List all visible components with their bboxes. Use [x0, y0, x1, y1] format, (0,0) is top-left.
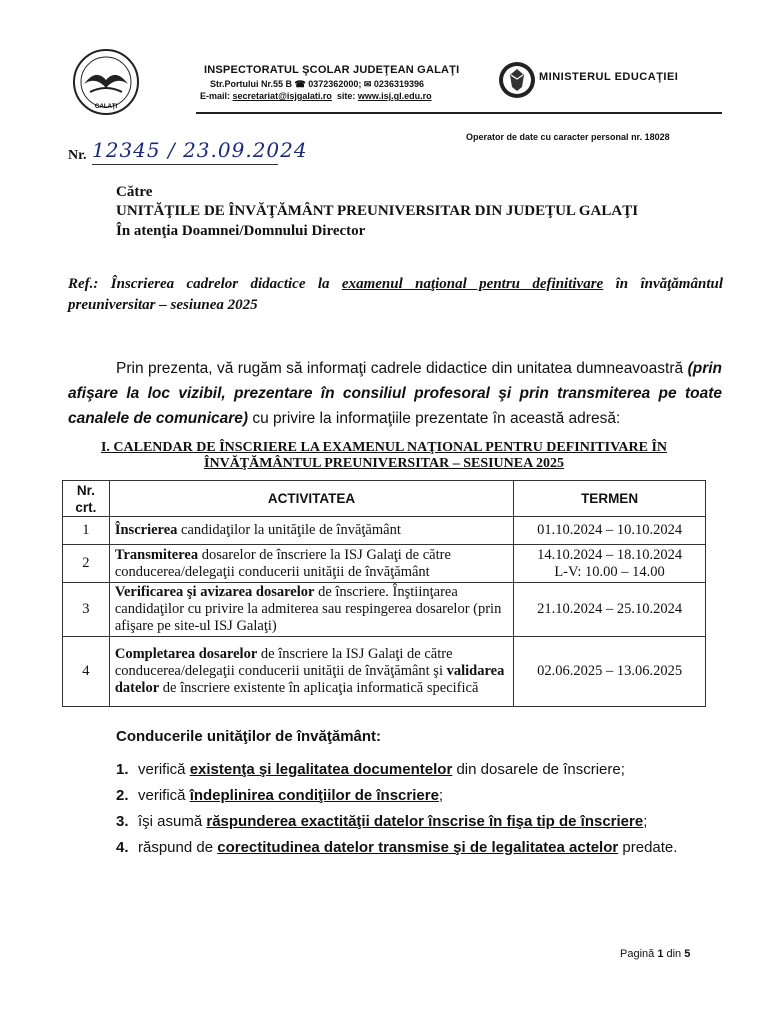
isj-address-line: [210, 79, 424, 90]
term-hours: L-V: 10.00 – 14.00: [554, 563, 665, 580]
row-nr: 3: [63, 583, 110, 637]
row-term: [514, 545, 706, 583]
row-term: 21.10.2024 – 25.10.2024: [514, 583, 706, 637]
activity-bold: Transmiterea: [114, 546, 199, 563]
row-nr: 2: [63, 545, 110, 583]
activity-bold: Completarea dosarelor: [114, 646, 258, 662]
registration-line: [92, 164, 278, 165]
row-term: 02.06.2025 – 13.06.2025: [514, 637, 706, 707]
list-underlined: corectitudinea datelor transmise şi de legalitatea actelor: [217, 839, 619, 856]
activity-text: candidaţilor la unităţile de învăţământ: [177, 522, 401, 538]
reference-line: [68, 274, 723, 316]
table-row: [63, 545, 706, 583]
table-row: [63, 583, 706, 637]
header-activity: ACTIVITATEA: [109, 481, 513, 517]
isj-address: Str.Portului Nr.55 B: [210, 79, 293, 89]
list-pre: verifică: [138, 761, 190, 778]
list-underlined: răspunderea exactităţii datelor înscrise în fişa tip de înscriere: [206, 813, 644, 830]
isj-fax: 0236319396: [373, 79, 424, 89]
list-item: [116, 811, 677, 837]
list-item: [116, 785, 677, 811]
ministry-emblem: [498, 61, 536, 99]
list-number: 2.: [116, 787, 129, 804]
list-post: ;: [643, 813, 648, 830]
list-number: 3.: [116, 813, 129, 830]
conduceri-list: [116, 759, 677, 863]
calendar-table: [62, 480, 706, 707]
ref-part2: în învăţământul preuniversitar – sesiunea 2025: [68, 276, 723, 313]
activity-bold: Verificarea şi avizarea dosarelor: [114, 584, 315, 600]
email-label: E-mail:: [200, 91, 231, 101]
page-footer: [620, 948, 690, 960]
body-intro: Prin prezenta, vă rugăm să informaţi cadrele didactice din unitatea dumneavoastră: [116, 360, 688, 377]
ministry-name: MINISTERUL EDUCAŢIEI: [539, 71, 679, 83]
activity-text: de înscriere la ISJ Galaţi de către conducerea/delegaţii conducerii unităţii de învăţământ şi: [114, 646, 453, 679]
row-activity: [109, 517, 513, 545]
email-link[interactable]: secretariat@isjgalati.ro: [232, 91, 332, 101]
ref-part1: Înscrierea cadrelor didactice la: [98, 276, 342, 292]
list-underlined: existenţa şi legalitatea documentelor: [189, 761, 453, 778]
term-dates: 14.10.2024 – 18.10.2024: [537, 546, 683, 563]
list-item: [116, 837, 677, 863]
ref-prefix: Ref.:: [68, 276, 99, 292]
addressee-attention: În atenţia Doamnei/Domnului Director: [116, 223, 366, 239]
ref-underlined: examenul naţional pentru definitivare: [341, 276, 604, 292]
list-post: ;: [438, 787, 444, 804]
activity-text-2: de înscriere existente în aplicaţia informatică specifică: [159, 680, 479, 696]
table-header-row: [63, 481, 706, 517]
row-term: 01.10.2024 – 10.10.2024: [514, 517, 706, 545]
body-emphasis: (prin afişare la loc vizibil, prezentare în consiliul profesoral şi prin transmiterea pe toate canalele de comunicare): [68, 360, 722, 427]
list-number: 4.: [116, 839, 129, 856]
addressee-units: UNITĂŢILE DE ÎNVĂŢĂMÂNT PREUNIVERSITAR DIN JUDEŢUL GALAŢI: [116, 203, 639, 219]
row-activity: [109, 637, 513, 707]
list-item: [116, 759, 677, 785]
operator-note: Operator de date cu caracter personal nr. 18028: [466, 132, 670, 142]
row-nr: 1: [63, 517, 110, 545]
site-link[interactable]: www.isj.gl.edu.ro: [357, 91, 432, 101]
isj-name: INSPECTORATUL ŞCOLAR JUDEŢEAN GALAŢI: [204, 64, 460, 76]
activity-text: dosarelor de înscriere la ISJ Galaţi de către conducerea/delegaţii conducerii unităţii de învăţământ: [114, 546, 451, 580]
body-paragraph: [68, 356, 722, 431]
conduceri-title: Conducerile unităţilor de învăţământ:: [116, 728, 382, 745]
header-divider: [196, 112, 722, 114]
isj-contact-line: [200, 91, 432, 101]
registration-handwritten: 12345 / 23.09.2024: [92, 138, 308, 162]
activity-text: de înscriere. Înştiinţarea candidaţilor cu privire la admiterea sau respingerea dosarelor (prin afişare pe site-ul ISJ Galaţi): [114, 584, 502, 634]
footer-mid: din: [663, 948, 685, 960]
list-underlined: îndeplinirea condiţiilor de înscriere: [189, 787, 439, 804]
list-pre: îşi asumă: [138, 813, 207, 830]
table-row: [63, 517, 706, 545]
row-nr: 4: [63, 637, 110, 707]
activity-bold: Înscrierea: [114, 522, 178, 538]
addressee-catre: Către: [116, 184, 153, 200]
header-nr: Nr. crt.: [63, 481, 110, 517]
fax-icon: ✉: [363, 79, 372, 89]
list-pre: răspund de: [138, 839, 218, 856]
footer-page: 1: [657, 948, 664, 960]
body-outro: cu privire la informaţiile prezentate în această adresă:: [248, 410, 621, 427]
footer-prefix: Pagină: [620, 948, 658, 960]
activity-bold-2: validarea datelor: [114, 663, 505, 696]
header-term: TERMEN: [514, 481, 706, 517]
site-label: site:: [336, 91, 356, 101]
row-activity: [109, 583, 513, 637]
row-activity: [109, 545, 513, 583]
table-row: [63, 637, 706, 707]
list-post: predate.: [618, 839, 678, 856]
list-post: din dosarele de înscriere;: [452, 761, 625, 778]
isj-phone: 0372362000;: [308, 79, 362, 89]
footer-total: 5: [684, 948, 691, 960]
list-pre: verifică: [138, 787, 190, 804]
list-number: 1.: [116, 761, 129, 778]
isj-logo: [72, 48, 140, 116]
phone-icon: ☎: [294, 79, 306, 89]
section-title: I. CALENDAR DE ÎNSCRIERE LA EXAMENUL NAŢIONAL PENTRU DEFINITIVARE ÎN ÎNVĂŢĂMÂNTUL PREUNIVERSITAR – SESIUNEA 2025: [100, 440, 668, 471]
registration-label: Nr.: [68, 148, 87, 163]
logo-text: GALAŢI: [94, 104, 118, 110]
